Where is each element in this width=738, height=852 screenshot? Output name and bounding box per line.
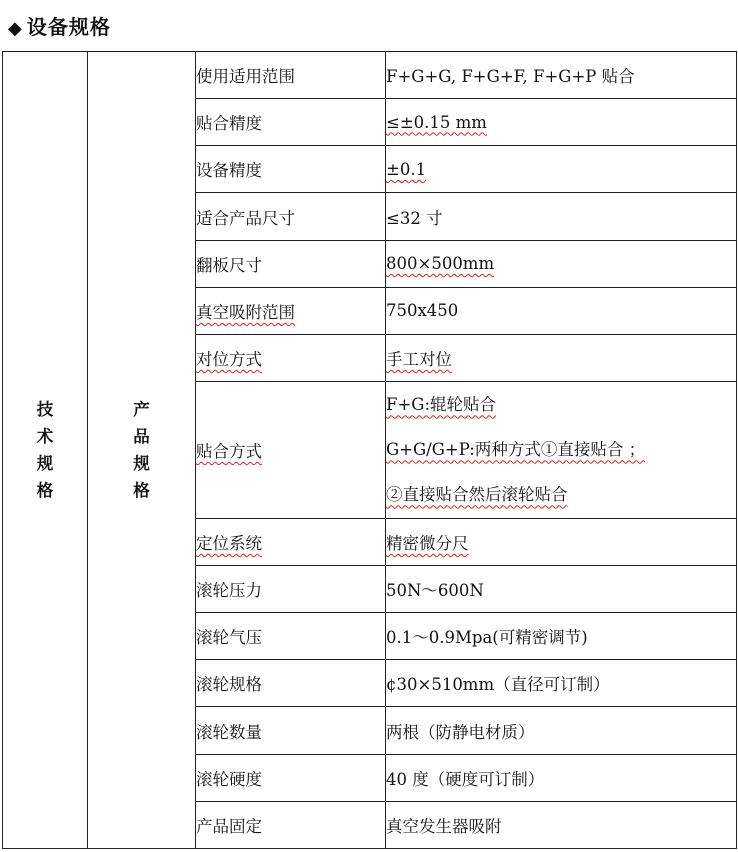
category-cell-product-spec [88,52,196,849]
spec-value: ±0.1 [386,146,737,193]
spec-value: 真空发生器吸附 [386,801,737,848]
category-label-tech-spec: 技 术 规 格 [36,399,54,501]
spec-value: ≤±0.15 mm [386,99,737,146]
spec-value: 0.1～0.9Mpa(可精密调节) [386,613,737,660]
spec-label: 使用适用范围 [196,52,386,99]
spec-label: 真空吸附范围 [196,287,386,334]
spec-value: 两根（防静电材质） [386,707,737,754]
spec-value: ¢30×510mm（直径可订制） [386,660,737,707]
spec-value: 手工对位 [386,334,737,381]
spec-value: 750x450 [386,287,737,334]
spec-value: 40 度（硬度可订制） [386,754,737,801]
spec-value: 50N～600N [386,566,737,613]
spec-value: F+G+G, F+G+F, F+G+P 贴合 [386,52,737,99]
spec-label: 对位方式 [196,334,386,381]
spec-label: 贴合方式 [196,382,386,519]
spec-value: 800×500mm [386,240,737,287]
spec-label: 贴合精度 [196,99,386,146]
spec-label: 滚轮压力 [196,566,386,613]
category-cell-tech-spec [3,52,88,849]
category-label-product-spec: 产 品 规 格 [133,399,150,501]
spec-value: ≤32 寸 [386,193,737,240]
spec-label: 滚轮规格 [196,660,386,707]
spec-value-line: ②直接贴合然后滚轮贴合 [386,485,568,505]
spec-value-multiline [386,382,737,519]
diamond-icon: ◆ [8,18,23,39]
spec-label: 滚轮硬度 [196,754,386,801]
spec-value: 精密微分尺 [386,518,737,565]
section-heading [8,10,111,44]
spec-label: 定位系统 [196,518,386,565]
spec-label: 产品固定 [196,801,386,848]
spec-label: 滚轮数量 [196,707,386,754]
spec-label: 适合产品尺寸 [196,193,386,240]
table-row [3,52,737,99]
spec-label: 滚轮气压 [196,613,386,660]
section-title: 设备规格 [26,15,111,39]
spec-label: 设备精度 [196,146,386,193]
spec-value-line: G+G/G+P:两种方式①直接贴合 ； [386,440,646,460]
spec-value-line: F+G:辊轮贴合 [386,395,497,415]
spec-label: 翻板尺寸 [196,240,386,287]
spec-table [2,51,737,849]
